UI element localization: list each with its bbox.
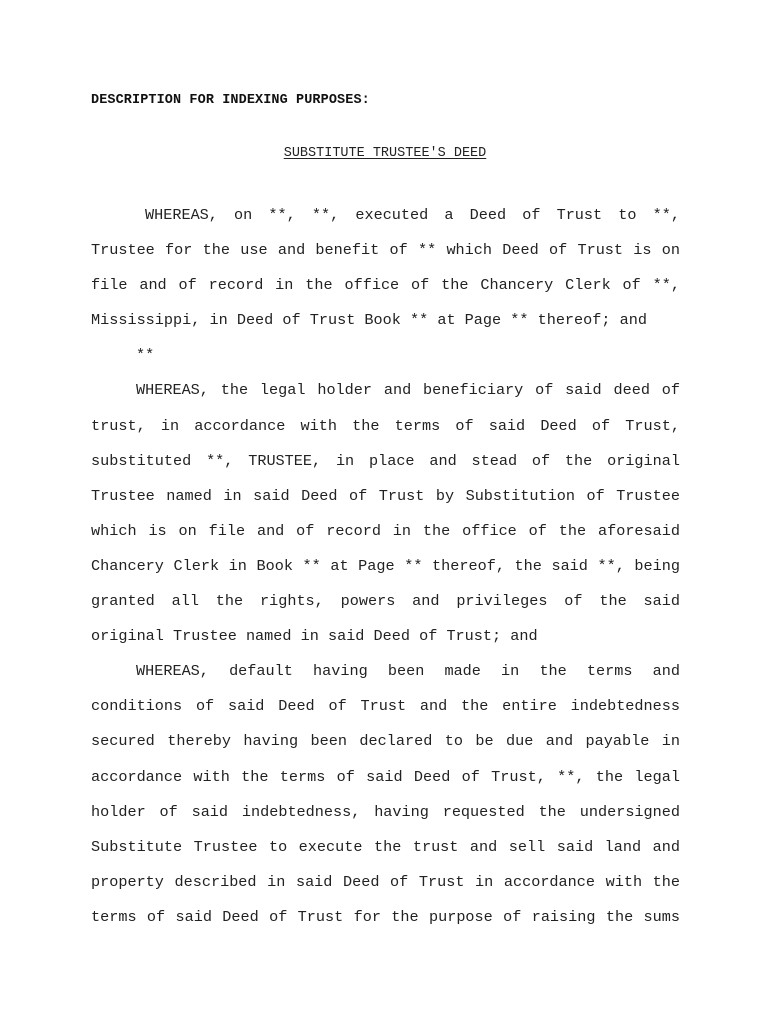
whereas-paragraph-3: WHEREAS, default having been made in the terms and conditions of said Deed of Trust and the entire indebtedness secured thereby having been declared to be due and payable in accordance with the terms of said Deed of Trust, **, the legal holder of said indebtedness, having requested the undersigned Substitute Trustee to execute the trust and sell said land and property described in said Deed of Trust in accordance with the terms of said Deed of Trust for the purpose of raising the sums [91, 662, 680, 926]
whereas-paragraph-2: WHEREAS, the legal holder and beneficiary of said deed of trust, in accordance with the terms of said Deed of Trust, substituted **, TRUSTEE, in place and stead of the original Trustee named in said Deed of Trust by Substitution of Trustee which is on file and of record in the office of the aforesaid Chancery Clerk in Book ** at Page ** thereof, the said **, being granted all the rights, powers and privileges of the said original Trustee named in said Deed of Trust; and [91, 381, 680, 646]
deed-title: SUBSTITUTE TRUSTEE'S DEED [283, 146, 487, 161]
deed-title-line [0, 146, 770, 161]
placeholder-marker: ** [136, 346, 155, 365]
whereas-paragraph-1: WHEREAS, on **, **, executed a Deed of Trust to **, Trustee for the use and benefit of ** which Deed of Trust is on file and of record in the office of the Chancery Clerk of **, Mississippi, in Deed of Trust Book ** at Page ** thereof; and [91, 206, 680, 330]
indexing-heading: DESCRIPTION FOR INDEXING PURPOSES: [91, 93, 370, 108]
deed-body [91, 198, 680, 935]
